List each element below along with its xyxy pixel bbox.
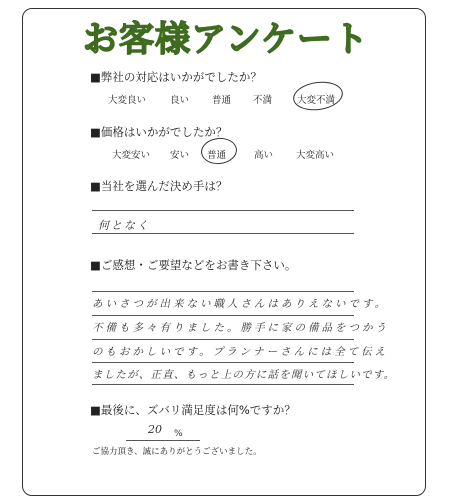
q2-option-expensive[interactable]: 高い [254, 150, 274, 161]
percent-unit: % [174, 429, 183, 439]
q1-option-dissatisfied[interactable]: 不満 [253, 95, 273, 106]
q2-option-normal[interactable]: 普通 [207, 150, 227, 161]
question-comments-label: ■ご感想・ご要望などをお書き下さい。 [90, 258, 297, 272]
question-reason-label: ■当社を選んだ決め手は？ [90, 179, 228, 193]
comment-line-3[interactable]: のもおかしいです。プランナーさんには全て伝え [92, 346, 389, 358]
answer-rule [92, 362, 354, 363]
answer-rule [92, 233, 354, 234]
q1-option-very-dissatisfied[interactable]: 大変不満 [297, 95, 336, 106]
q2-option-very-expensive[interactable]: 大変高い [296, 150, 335, 161]
comment-line-4[interactable]: ましたが、正直、もっと上の方に話を聞いてほしいです。 [92, 369, 396, 381]
comment-line-2[interactable]: 不備も多々有りました。勝手に家の備品をつかう [92, 322, 389, 334]
q1-option-normal[interactable]: 普通 [212, 95, 232, 106]
q2-option-cheap[interactable]: 安い [170, 150, 190, 161]
answer-rule [92, 210, 354, 211]
survey-title: お客様アンケート [83, 20, 369, 60]
question-price-label: ■価格はいかがでしたか？ [90, 125, 228, 139]
q1-option-very-good[interactable]: 大変良い [108, 95, 147, 106]
comment-line-1[interactable]: あいさつが出来ない職人さんはありえないです。 [92, 298, 389, 310]
q1-option-good[interactable]: 良い [170, 95, 190, 106]
answer-rule [92, 315, 354, 316]
answer-rule [92, 339, 354, 340]
answer-rule [92, 291, 354, 292]
q2-option-very-cheap[interactable]: 大変安い [112, 150, 151, 161]
question-satisfaction-label: ■最後に、ズバリ満足度は何%ですか？ [90, 403, 296, 417]
satisfaction-rule [126, 440, 200, 441]
reason-answer[interactable]: 何となく [98, 219, 150, 232]
thank-you-note: ご協力頂き、誠にありがとうございました。 [92, 447, 262, 457]
answer-rule [92, 384, 354, 385]
satisfaction-value[interactable]: 20 [148, 423, 162, 436]
question-response-label: ■弊社の対応はいかがでしたか？ [90, 70, 262, 84]
